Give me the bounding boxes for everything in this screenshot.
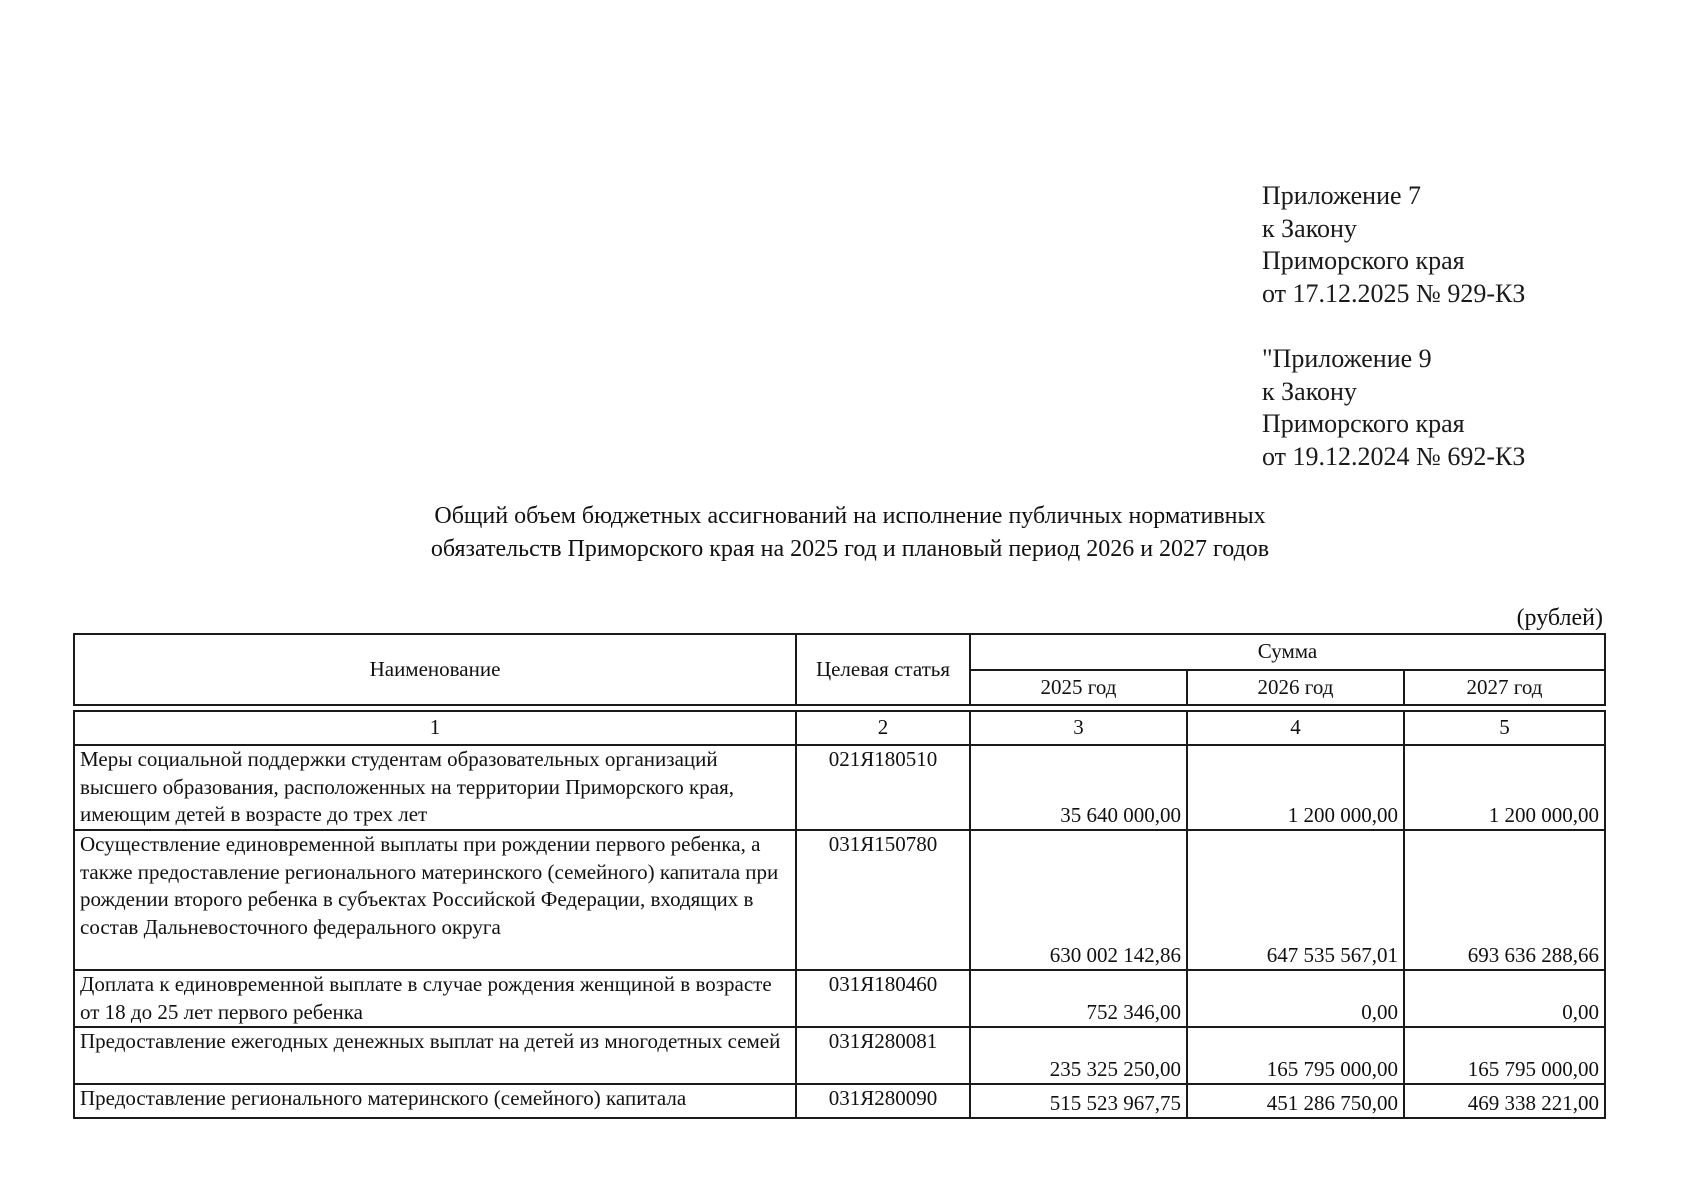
header-year-2025: 2025 год [970, 670, 1187, 705]
column-number: 3 [970, 711, 1187, 745]
amount-2025: 515 523 967,75 [970, 1084, 1187, 1118]
amount-2026: 1 200 000,00 [1187, 745, 1404, 830]
appendix-line: Приложение 7 [1262, 181, 1422, 210]
table-row [74, 830, 1605, 970]
table-row [74, 745, 1605, 830]
document-title-line: Общий объем бюджетных ассигнований на исполнение публичных нормативных [434, 503, 1266, 529]
document-title [200, 500, 1500, 566]
allocations-table [73, 710, 1606, 1119]
row-name: Осуществление единовременной выплаты при рождении первого ребенка, а также предоставление регионального материнского (семейного) капитала при рождении второго ребенка в субъектах Российской Федерации, входящих в состав Дальневосточного федерального округа [74, 830, 796, 970]
header-name: Наименование [74, 634, 796, 705]
amount-2026: 451 286 750,00 [1187, 1084, 1404, 1118]
column-number: 4 [1187, 711, 1404, 745]
amount-2025: 35 640 000,00 [970, 745, 1187, 830]
amount-2027: 1 200 000,00 [1404, 745, 1605, 830]
table-row [74, 970, 1605, 1027]
appendix-reference-current [1262, 180, 1662, 310]
appendix-line: Приморского края [1262, 246, 1465, 275]
column-number: 2 [796, 711, 970, 745]
header-year-2027: 2027 год [1404, 670, 1605, 705]
table-row [74, 1084, 1605, 1118]
table-row [74, 1027, 1605, 1084]
amount-2027: 469 338 221,00 [1404, 1084, 1605, 1118]
row-code: 031Я280081 [796, 1027, 970, 1084]
document-title-line: обязательств Приморского края на 2025 год и плановый период 2026 и 2027 годов [430, 536, 1270, 562]
column-number-row [74, 711, 1605, 745]
appendix-reference-original [1262, 343, 1662, 473]
amount-2027: 693 636 288,66 [1404, 830, 1605, 970]
row-name: Меры социальной поддержки студентам образовательных организаций высшего образования, расположенных на территории Приморского края, имеющим детей в возрасте до трех лет [74, 745, 796, 830]
row-code: 031Я150780 [796, 830, 970, 970]
header-sum: Сумма [970, 634, 1605, 670]
amount-2027: 0,00 [1404, 970, 1605, 1027]
appendix-line: "Приложение 9 [1262, 344, 1432, 373]
appendix-line: Приморского края [1262, 409, 1465, 438]
header-year-2026: 2026 год [1187, 670, 1404, 705]
row-code: 031Я280090 [796, 1084, 970, 1118]
row-name: Доплата к единовременной выплате в случае рождения женщиной в возрасте от 18 до 25 лет первого ребенка [74, 970, 796, 1027]
amount-2025: 752 346,00 [970, 970, 1187, 1027]
column-number: 5 [1404, 711, 1605, 745]
amount-2026: 647 535 567,01 [1187, 830, 1404, 970]
amount-2026: 165 795 000,00 [1187, 1027, 1404, 1084]
appendix-line: к Закону [1262, 213, 1357, 243]
amount-2025: 630 002 142,86 [970, 830, 1187, 970]
row-code: 021Я180510 [796, 745, 970, 830]
row-name: Предоставление регионального материнского (семейного) капитала [74, 1084, 796, 1118]
row-name: Предоставление ежегодных денежных выплат на детей из многодетных семей [74, 1027, 796, 1084]
amount-2027: 165 795 000,00 [1404, 1027, 1605, 1084]
table-header [73, 633, 1606, 706]
amount-2026: 0,00 [1187, 970, 1404, 1027]
column-number: 1 [74, 711, 796, 745]
row-code: 031Я180460 [796, 970, 970, 1027]
appendix-line: от 17.12.2025 № 929-КЗ [1262, 278, 1526, 308]
header-code: Целевая статья [796, 634, 970, 705]
appendix-line: к Закону [1262, 376, 1357, 406]
appendix-line: от 19.12.2024 № 692-КЗ [1262, 441, 1526, 471]
units-label: (рублей) [1516, 605, 1603, 631]
amount-2025: 235 325 250,00 [970, 1027, 1187, 1084]
